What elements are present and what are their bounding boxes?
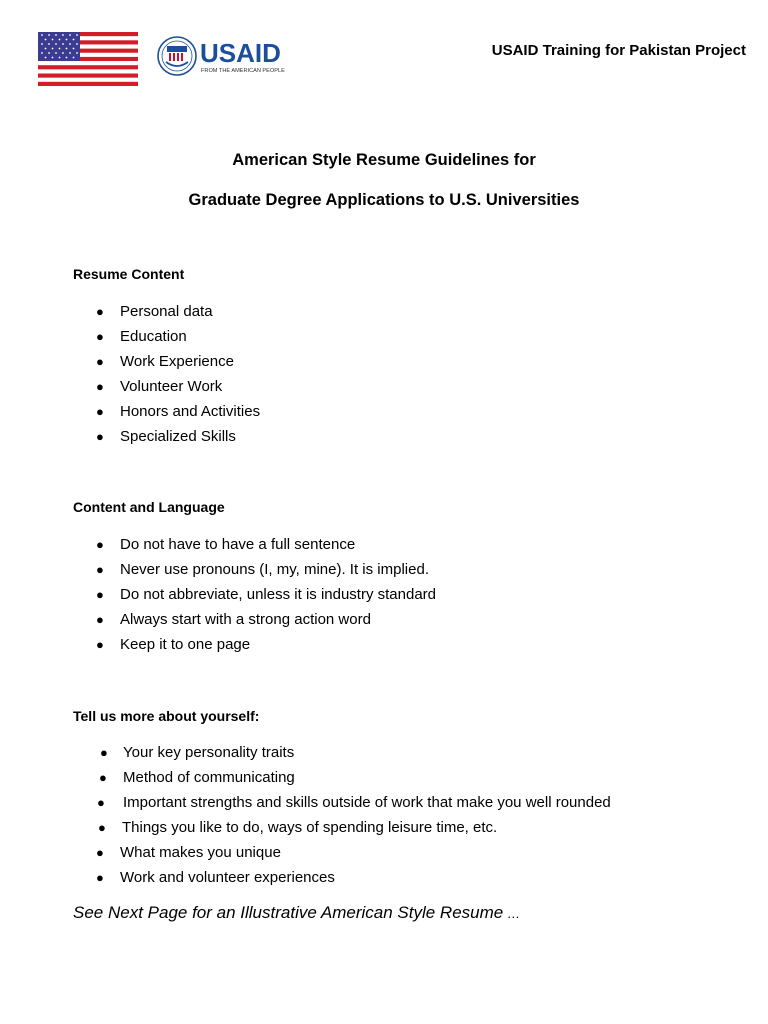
bullet-icon: ● [96,562,104,577]
bullet-icon: ● [99,770,107,785]
page-header [0,0,768,100]
section-heading-tell-us-more: Tell us more about yourself: [73,708,260,724]
bullet-icon: ● [96,537,104,552]
document-title-line-1: American Style Resume Guidelines for [232,151,536,169]
bullet-icon: ● [96,354,104,369]
next-page-note [73,903,521,923]
bullet-icon: ● [97,795,105,810]
bullet-icon: ● [96,379,104,394]
svg-text:FROM THE AMERICAN PEOPLE: FROM THE AMERICAN PEOPLE [201,68,285,74]
header-title: USAID Training for Pakistan Project [491,42,746,59]
bullet-icon: ● [98,820,106,835]
section-heading-content-language: Content and Language [73,499,225,515]
bullet-icon: ● [96,304,104,319]
bullet-icon: ● [96,429,104,444]
us-flag-icon [38,32,138,86]
usaid-logo [156,36,296,76]
bullet-icon: ● [100,745,108,760]
ellipsis: … [507,906,522,921]
bullet-icon: ● [96,404,104,419]
svg-text:USAID: USAID [200,38,281,68]
document-title-line-2: Graduate Degree Applications to U.S. Universities [188,191,580,209]
bullet-icon: ● [96,612,104,627]
section-heading-resume-content: Resume Content [73,266,185,282]
bullet-icon: ● [96,870,104,885]
bullet-icon: ● [96,637,104,652]
bullet-icon: ● [96,845,104,860]
next-page-note-text: See Next Page for an Illustrative American Style Resume [73,903,504,922]
bullet-icon: ● [96,329,104,344]
bullet-icon: ● [96,587,104,602]
